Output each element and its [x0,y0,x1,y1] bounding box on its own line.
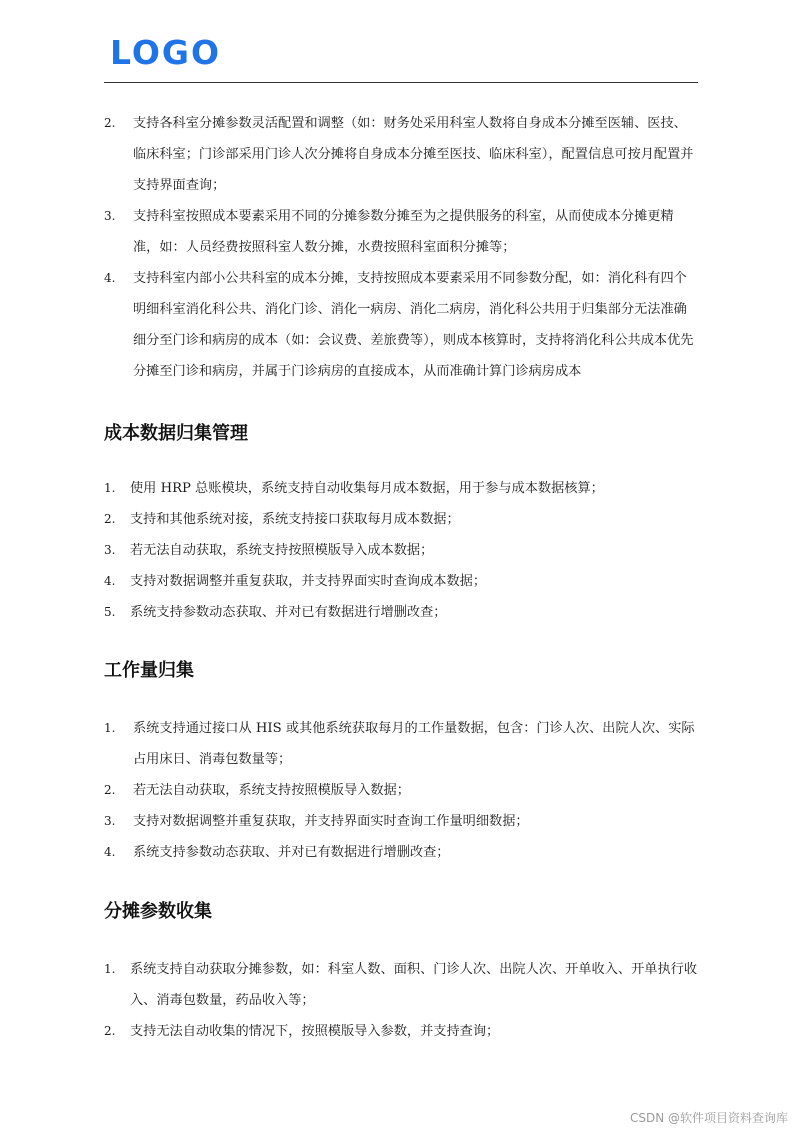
list-item-number: 2. [104,783,116,797]
list-item-number: 4. [104,845,116,859]
list-item-number: 1. [104,481,116,495]
section-title-workload: 工作量归集 [104,660,194,681]
list-item [104,597,700,628]
list-item-number: 2. [104,116,116,130]
section-title-cost-data: 成本数据归集管理 [104,423,248,444]
list-item [104,713,700,775]
list-item [104,837,700,868]
list-item-text: 支持科室按照成本要素采用不同的分摊参数分摊至为之提供服务的科室，从而使成本分摊更精准，如：人员经费按照科室人数分摊，水费按照科室面积分摊等； [133,209,674,255]
list-item [104,775,700,806]
list-item-text: 若无法自动获取，系统支持按照模版导入成本数据； [130,543,434,558]
list-item-text: 支持对数据调整并重复获取，并支持界面实时查询工作量明细数据； [133,814,529,829]
list-item [104,535,700,566]
workload-list [104,713,700,868]
section-title-allocation-params: 分摊参数收集 [104,901,212,922]
list-item-text: 系统支持参数动态获取、并对已有数据进行增删改查； [133,845,450,860]
list-item [104,806,700,837]
list-item-text: 支持科室内部小公共科室的成本分摊，支持按照成本要素采用不同参数分配，如：消化科有四个明细科室消化科公共、消化门诊、消化一病房、消化二病房，消化科公共用于归集部分无法准确细分至门诊和病房的成本（如：会议费、差旅费等），则成本核算时，支持将消化科公共成本优先分摊至门诊和病房，并属于门诊病房的直接成本，从而准确计算门诊病房成本 [133,271,694,379]
allocation-rules-list [104,108,700,387]
list-item-text: 支持无法自动收集的情况下，按照模版导入参数，并支持查询； [130,1024,500,1039]
cost-data-list [104,473,700,628]
list-item-text: 系统支持通过接口从 HIS 或其他系统获取每月的工作量数据，包含：门诊人次、出院人次、实际占用床日、消毒包数量等； [133,721,695,767]
list-item-number: 4. [104,271,116,285]
list-item-number: 1. [104,721,116,735]
list-item-text: 支持各科室分摊参数灵活配置和调整（如：财务处采用科室人数将自身成本分摊至医辅、医技、临床科室；门诊部采用门诊人次分摊将自身成本分摊至医技、临床科室），配置信息可按月配置并支持界面查询； [133,116,694,193]
list-item [104,108,700,201]
list-item-number: 3. [104,209,116,223]
list-item [104,263,700,387]
list-item-number: 3. [104,814,116,828]
list-item-text: 使用 HRP 总账模块，系统支持自动收集每月成本数据，用于参与成本数据核算； [130,481,604,496]
list-item-text: 系统支持自动获取分摊参数，如：科室人数、面积、门诊人次、出院人次、开单收入、开单执行收入、消毒包数量，药品收入等； [130,962,698,1008]
list-item-text: 若无法自动获取，系统支持按照模版导入数据； [133,783,410,798]
list-item [104,1016,700,1047]
list-item-text: 系统支持参数动态获取、并对已有数据进行增删改查； [130,605,447,620]
page-header [104,30,698,83]
list-item-number: 2. [104,512,116,526]
list-item [104,954,700,1016]
allocation-params-list [104,954,700,1047]
list-item-number: 1. [104,962,116,976]
list-item-text: 支持和其他系统对接，系统支持接口获取每月成本数据； [130,512,460,527]
watermark: CSDN @软件项目资料查询库 [629,1111,788,1125]
list-item-text: 支持对数据调整并重复获取，并支持界面实时查询成本数据； [130,574,487,589]
document-body [104,108,700,1047]
logo: LOGO [110,33,222,72]
list-item [104,201,700,263]
list-item [104,566,700,597]
list-item [104,504,700,535]
list-item-number: 2. [104,1024,116,1038]
list-item-number: 5. [104,605,116,619]
list-item-number: 3. [104,543,116,557]
list-item [104,473,700,504]
list-item-number: 4. [104,574,116,588]
